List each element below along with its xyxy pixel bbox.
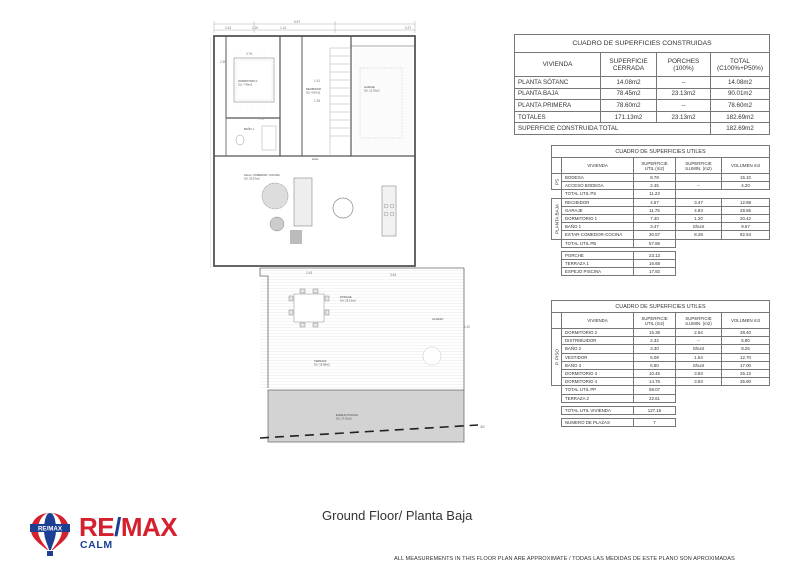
row-label: NUMERO DE PLAZAS [562,418,634,426]
cell-volumen: 4.20 [722,182,770,190]
label-garaje: GARAJE [364,86,375,89]
table-row [552,251,770,259]
col-total: TOTAL (C100%+P50%) [711,53,770,77]
total-value: 57.86 [634,239,676,247]
total-label: TOTAL UTIL PB [562,239,634,247]
empty-cell [722,190,770,198]
table-row [552,378,770,386]
cell-volumen: 9.57 [722,223,770,231]
row-label: DORMITORIO 3 [562,369,634,377]
label-hall: HALL [312,158,319,161]
label-porche: PORCHE [340,296,352,299]
cell-total: 14.08m2 [711,77,770,89]
cell-ilumin: Shunt [676,223,722,231]
row-label: BAÑO 3 [562,361,634,369]
group-pb-label: PLANTA BAJA [554,203,559,234]
col-vivienda: VIVIENDA [562,313,634,329]
table-row [552,345,770,353]
empty-cell [552,268,562,276]
empty-cell [722,259,770,267]
floor-plan [210,18,488,450]
cell-porches: -- [657,100,711,112]
cell-util: 23.13 [634,251,676,259]
plan-title: Ground Floor/ Planta Baja [322,508,473,523]
table-row [552,231,770,239]
table-useful-areas-upper [551,300,770,427]
table-row [515,100,770,112]
table-caption: CUADRO DE SUPERFICIES UTILES [552,301,770,313]
table-total-row [552,406,770,414]
row-label: ESTAR-COMEDOR-COCINA [562,231,634,239]
balloon-text: RE/MAX [37,525,63,533]
cell-util: 4.67 [634,198,676,206]
cell-cerrada: 78.45m2 [601,88,657,100]
cell-ilumin: -- [676,182,722,190]
cell-cerrada: 171.13m2 [601,111,657,123]
dim-15: 1.40 [464,325,471,329]
row-label: VESTIDOR [562,353,634,361]
brand-re: RE [79,512,115,542]
cell-util: 11.75 [634,206,676,214]
empty-cell [676,394,722,402]
empty-cell [676,406,722,414]
staircase [330,48,350,156]
col-ilumin: SUPERFICIE ILUMIN. (m2) [676,313,722,329]
room-bano [228,120,278,154]
empty-cell [722,268,770,276]
cell-volumen: 15.10 [722,174,770,182]
cell-volumen: 5.80 [722,337,770,345]
empty-cell [676,386,722,394]
cell-util: 15.38 [634,329,676,337]
cell-porches: 23.13m2 [657,88,711,100]
col-ilumin: SUPERFICIE ILUMIN. (m2) [676,158,722,174]
cell-util: 22.61 [634,394,676,402]
empty-cell [552,406,562,414]
empty-cell [676,190,722,198]
dim-6: 1.26 [314,99,321,103]
cell-ilumin: 3.47 [676,198,722,206]
cell-util: 14.76 [634,378,676,386]
dim-1: 1.14 [280,26,287,30]
cell-volumen: 20.42 [722,214,770,222]
col-volumen: VOLUMEN m3 [722,313,770,329]
row-label: BAÑO 1 [562,223,634,231]
table-row [552,182,770,190]
label-terraza: TERRAZA [314,360,327,363]
group-pp [552,329,562,386]
group-pb [552,198,562,239]
empty-cell [552,190,562,198]
total-value: 11.23 [634,190,676,198]
row-label: DORMITORIO 2 [562,329,634,337]
empty-cell [722,386,770,394]
label-garaje-area: SU: 11.75m2 [364,89,380,93]
group-ps [552,174,562,190]
table-row [552,206,770,214]
label-estar-area: SU: 30.57m2 [244,177,260,181]
sofa [294,178,312,226]
empty-cell [676,239,722,247]
table-caption: CUADRO DE SUPERFICIES UTILES [552,146,770,158]
group-pp-label: P. PISO [554,349,559,366]
cell-ilumin: 2.64 [676,329,722,337]
dim-14: 2.50 [220,60,227,64]
cell-ilumin: 1.54 [676,353,722,361]
label-porche-area: SU: 23.13m2 [340,299,356,303]
cell-volumen: 28.55 [722,206,770,214]
group-col [552,158,562,174]
label-recibidor: RECIBIDOR [306,88,321,91]
row-label: RECIBIDOR [562,198,634,206]
armchair-small [270,217,284,231]
remax-logo [28,512,183,558]
footer-label: SUPERFICIE CONSTRUIDA TOTAL [515,123,711,135]
row-label: TERRAZA 1 [562,259,634,267]
cell-volumen: 8.25 [722,345,770,353]
cell-volumen: 26.13 [722,369,770,377]
cell-util: 5.08 [634,353,676,361]
dim-top-3: 6.87 [294,20,301,24]
cell-util: 3.30 [634,345,676,353]
group-ps-label: PS [554,178,559,185]
empty-cell [676,259,722,267]
row-label: PORCHE [562,251,634,259]
section-mark: 10 [480,424,485,429]
label-dormitorio: DORMITORIO 1 [238,80,258,83]
col-vivienda: VIVIENDA [562,158,634,174]
row-label: PLANTA SÓTANC [515,77,601,89]
table-row [515,77,770,89]
total-value: 127.16 [634,406,676,414]
table-row [552,361,770,369]
cell-util: 17.92 [634,268,676,276]
cell-ilumin: 3.83 [676,378,722,386]
label-piscina: ESPEJO PISCINA [336,414,359,417]
dim-top-4: 0.27 [405,26,412,30]
table-row [515,88,770,100]
brand-slash: / [114,512,121,542]
row-label: DISTRIBUIDOR [562,337,634,345]
row-label: PLANTA BAJA [515,88,601,100]
cell-ilumin: 8.28 [676,231,722,239]
armchair-round [262,183,288,209]
cell-porches: 23.13m2 [657,111,711,123]
cell-util: 3.47 [634,223,676,231]
row-label: BAÑO 2 [562,345,634,353]
row-label: TERRAZA 2 [562,394,634,402]
footer-value: 182.69m2 [711,123,770,135]
cell-porches: -- [657,77,711,89]
col-cerrada: SUPERFICIE CERRADA [601,53,657,77]
cell-total: 78.60m2 [711,100,770,112]
total-label: TOTAL UTIL VIVIENDA [562,406,634,414]
label-estar: SALA / COMEDOR / COCINA [244,174,280,177]
cell-util: 6.80 [634,361,676,369]
cell-util: 8.78 [634,174,676,182]
empty-cell [552,418,562,426]
empty-cell [722,418,770,426]
balloon-icon [28,512,72,558]
label-terraza-area: SU: 16.68m2 [314,363,330,367]
table-useful-areas-lower [551,145,770,276]
cell-volumen: 36.90 [722,378,770,386]
disclaimer: ALL MEASUREMENTS IN THIS FLOOR PLAN ARE APPROXIMATE / TODAS LAS MEDIDAS DE ESTE PLANO SON APROXIMADAS [394,556,735,562]
cell-util: 10.45 [634,369,676,377]
group-col [552,313,562,329]
cell-volumen: 82.54 [722,231,770,239]
label-bano: BAÑO 1 [244,128,254,131]
label-piscina-area: SU: 17.92m2 [336,417,352,421]
dim-top-1: 0.43 [225,26,232,30]
empty-cell [676,268,722,276]
total-value: 58.07 [634,386,676,394]
cell-total: 182.69m2 [711,111,770,123]
row-label: GARAJE [562,206,634,214]
cell-volumen: 12.70 [722,353,770,361]
cell-util: 2.45 [634,182,676,190]
total-label: TOTAL UTIL PS [562,190,634,198]
row-label: DORMITORIO 1 [562,214,634,222]
brand-max: MAX [120,512,178,542]
terrace-plant [423,347,441,365]
col-vivienda: VIVIENDA [515,53,601,77]
table-caption: CUADRO DE SUPERFICIES CONSTRUIDAS [515,35,770,53]
table-row [552,214,770,222]
row-label: PLANTA PRIMERA [515,100,601,112]
empty-cell [552,239,562,247]
label-acceso: ACCESO [432,318,444,321]
col-porches: PORCHES (100%) [657,53,711,77]
table-row [515,111,770,123]
empty-cell [552,386,562,394]
table-row [552,268,770,276]
cell-ilumin: 3.83 [676,369,722,377]
label-recibidor-area: SU: 4.67m2 [306,91,321,95]
total-label: TOTAL UTIL PP [562,386,634,394]
table-row [552,394,770,402]
cell-ilumin: 4.83 [676,206,722,214]
cell-cerrada: 78.60m2 [601,100,657,112]
cell-ilumin: -- [676,337,722,345]
table-row [552,418,770,426]
col-util: SUPERFICIE UTIL (m2) [634,313,676,329]
cell-ilumin: Shunt [676,361,722,369]
empty-cell [722,251,770,259]
row-label: ESPEJO PISCINA [562,268,634,276]
empty-cell [676,418,722,426]
table-row [552,329,770,337]
row-label: ACCESO BODEGA [562,182,634,190]
empty-cell [722,239,770,247]
table-row [552,223,770,231]
col-volumen: VOLUMEN m3 [722,158,770,174]
brand-office: CALM [80,539,113,551]
dim-top-2: 1.20 [252,26,259,30]
table-row [552,369,770,377]
cell-total: 90.01m2 [711,88,770,100]
room-piscina [268,390,464,442]
empty-cell [552,259,562,267]
cell-util: 7 [634,418,676,426]
table-row [552,337,770,345]
cell-ilumin: 1.20 [676,214,722,222]
cell-util: 7.40 [634,214,676,222]
terrace-chairs [289,289,329,327]
empty-cell [722,394,770,402]
cell-cerrada: 14.08m2 [601,77,657,89]
row-label: TOTALES [515,111,601,123]
col-util: SUPERFICIE UTIL (m2) [634,158,676,174]
cell-volumen: 38.40 [722,329,770,337]
empty-cell [552,394,562,402]
table-row [552,259,770,267]
cell-ilumin: Shunt [676,345,722,353]
cell-volumen: 12.88 [722,198,770,206]
cell-util: 2.32 [634,337,676,345]
table-row [552,198,770,206]
empty-cell [676,251,722,259]
label-dormitorio-area: SU: 7.40m2 [238,83,253,87]
table-constructed-areas [514,34,770,135]
cell-util: 16.68 [634,259,676,267]
cell-ilumin [676,174,722,182]
table-row [552,353,770,361]
table-total-row [552,386,770,394]
empty-cell [722,406,770,414]
cell-volumen: 17.00 [722,361,770,369]
kitchen-island [382,186,396,236]
table-total-row [552,239,770,247]
cell-util: 30.57 [634,231,676,239]
row-label: DORMITORIO 4 [562,378,634,386]
table-total-row [552,190,770,198]
table-row [552,174,770,182]
empty-cell [552,251,562,259]
row-label: BODEGA [562,174,634,182]
dim-4: 1.41 [314,79,321,83]
table-footer-row [515,123,770,135]
